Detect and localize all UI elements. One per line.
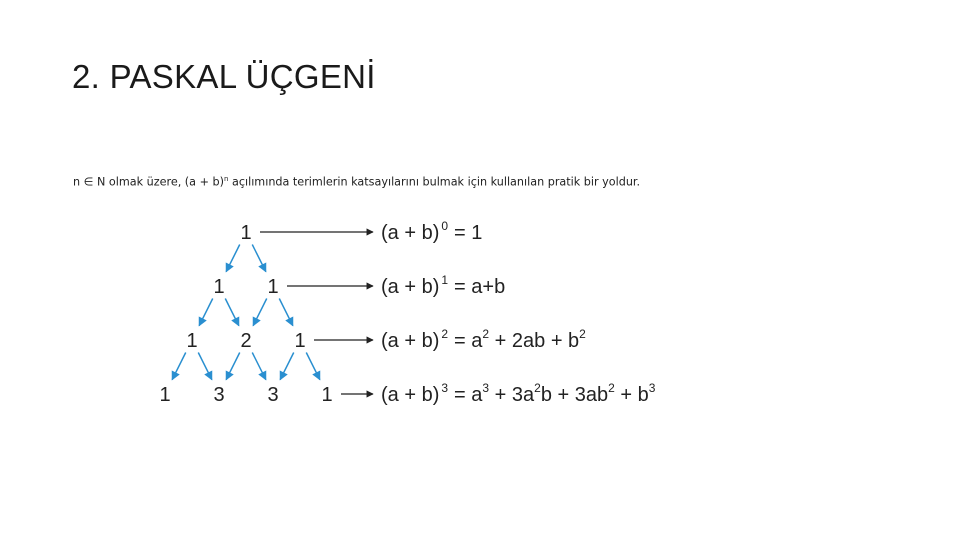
child-arrow	[198, 353, 212, 380]
expansion-rhs-term: + 3a	[489, 384, 535, 406]
child-arrow	[199, 299, 213, 326]
triangle-number: 2	[240, 330, 252, 352]
expansion-rhs-term: = a	[454, 330, 483, 352]
expansion-rhs-exponent: 2	[482, 327, 490, 341]
triangle-number: 3	[267, 384, 279, 406]
child-arrow	[226, 353, 240, 380]
expansion-lhs-exponent: 0	[441, 219, 449, 233]
expansion-rhs-term: = a+b	[454, 276, 506, 298]
expansion-lhs: (a + b)	[381, 276, 440, 298]
expansion-equation	[381, 327, 586, 352]
triangle-number: 1	[267, 276, 279, 298]
intro-text-post: açılımında terimlerin katsayılarını bulmak için kullanılan pratik bir yoldur.	[228, 175, 641, 189]
expansion-equation	[381, 219, 482, 244]
expansion-rhs-term: + b	[614, 384, 649, 406]
expansion-equation	[381, 273, 505, 298]
expansion-rhs-term: + 2ab + b	[489, 330, 580, 352]
expansion-rhs-exponent: 2	[534, 381, 541, 395]
triangle-numbers	[159, 222, 332, 406]
expansion-rhs-exponent: 3	[648, 381, 656, 395]
slide-title: 2. PASKAL ÜÇGENİ	[72, 58, 376, 95]
intro-text-exponent: n	[223, 175, 229, 183]
expansion-lhs: (a + b)	[381, 330, 440, 352]
child-arrow	[280, 353, 294, 380]
expansion-lhs: (a + b)	[381, 384, 440, 406]
child-arrow	[172, 353, 186, 380]
child-arrow	[252, 245, 266, 272]
expansion-rhs-term: b + 3ab	[540, 384, 609, 406]
expansion-rhs-exponent: 2	[608, 381, 615, 395]
expansion-rhs-term: = 1	[454, 222, 483, 244]
triangle-number: 1	[321, 384, 333, 406]
expansion-equation	[381, 381, 656, 406]
triangle-number: 1	[159, 384, 171, 406]
expansion-rhs-exponent: 2	[579, 327, 586, 341]
child-arrow	[226, 245, 240, 272]
intro-text-pre: n ∈ N olmak üzere, (a + b)	[73, 175, 224, 189]
expansion-lhs: (a + b)	[381, 222, 440, 244]
expansion-lhs-exponent: 2	[441, 327, 449, 341]
child-arrow	[252, 353, 266, 380]
triangle-number: 1	[294, 330, 306, 352]
expansion-rhs-term: = a	[454, 384, 483, 406]
expansion-rhs-exponent: 3	[482, 381, 490, 395]
child-arrow	[306, 353, 320, 380]
triangle-number: 1	[186, 330, 198, 352]
triangle-number: 1	[240, 222, 252, 244]
triangle-number: 1	[213, 276, 225, 298]
row-arrows	[260, 232, 373, 394]
expansion-lhs-exponent: 1	[441, 273, 449, 287]
child-arrows	[172, 245, 320, 380]
expansion-lhs-exponent: 3	[441, 381, 449, 395]
child-arrow	[225, 299, 239, 326]
binomial-expansions	[381, 219, 656, 406]
child-arrow	[253, 299, 267, 326]
child-arrow	[279, 299, 293, 326]
triangle-number: 3	[213, 384, 225, 406]
